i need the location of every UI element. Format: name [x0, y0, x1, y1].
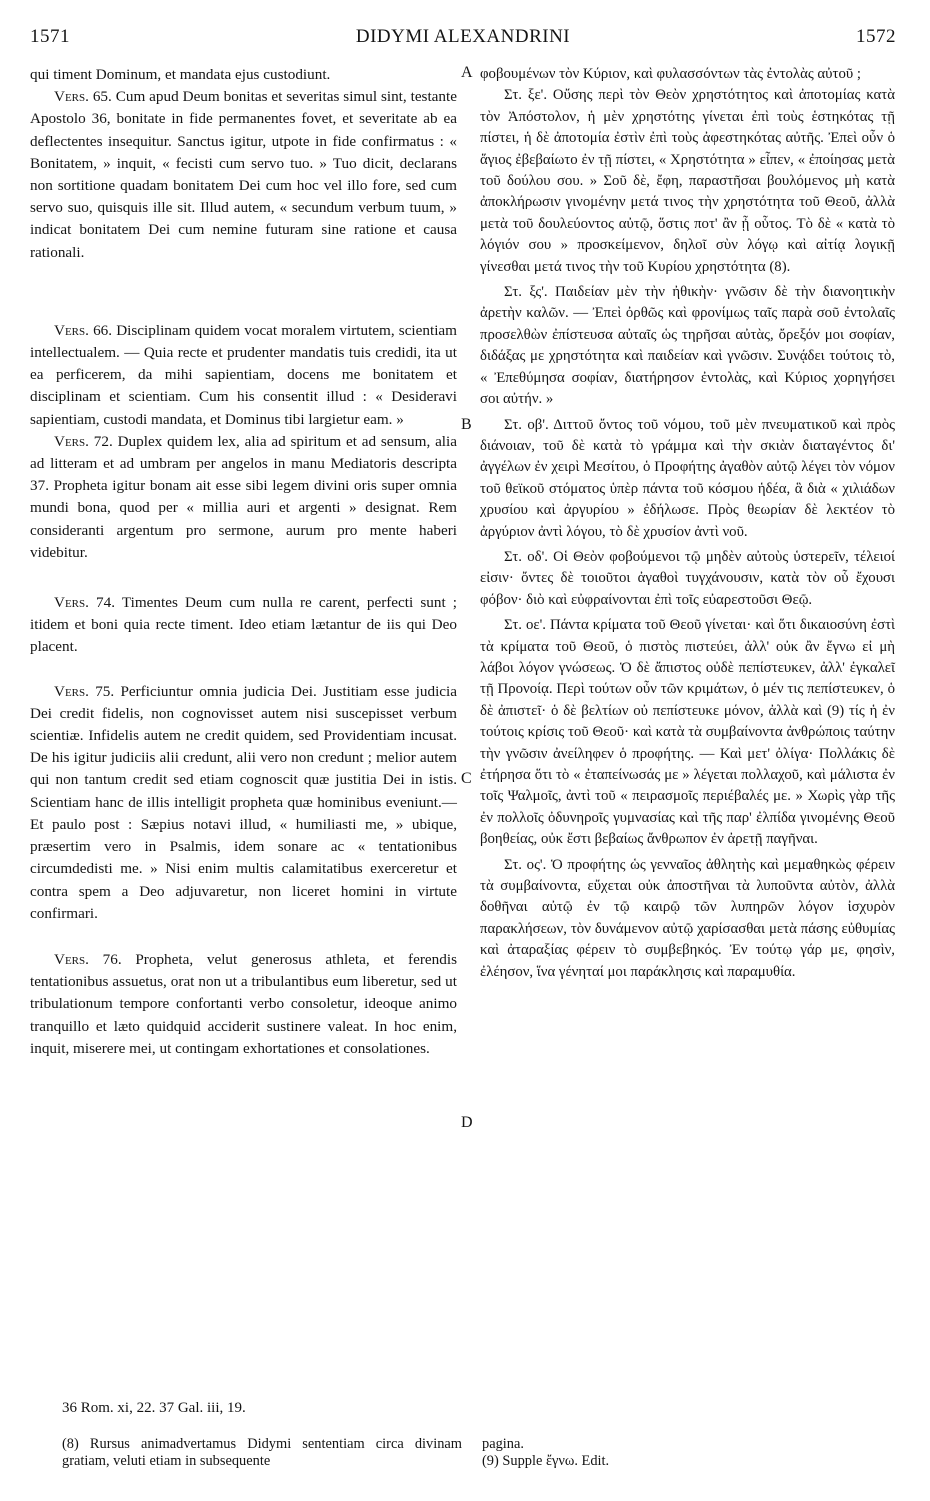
- paragraph-st-75: Στ. οε'. Πάντα κρίματα τοῦ Θεοῦ γίνεται· καὶ ὅτι δικαιοσύνη ἐστὶ τὰ κρίματα τοῦ Θεοῦ, ὁ πιστὸς πιστεύει, ἀλλ' οὐκ ἂν ἔγνω εἰ μὴ λάβοι λόγον γνώσεως. Ὁ δὲ ἄπιστος οὐδὲ πεπίστευκεν, ἀλλ' ἐγκαλεῖ τῇ Προνοίᾳ. Περὶ τούτων οὖν τῶν κριμάτων, ὁ μέν τις πεπίστευκεν, ὁ δὲ ἀπιστεῖ· ὁ δὲ βελτίων οὐ πεπίστευκε μόνον, ἀλλὰ καὶ (9) τίς ἡ ἐν τούτοις κρίσις τοῦ Θεοῦ· καὶ κατὰ τὰ συμβαίνοντα ἀνθρώποις ταύτην τὴν γνῶσιν ἀνείληφεν ὁ προφήτης. — Καὶ μετ' ὀλίγα· Πολλάκις δὲ ἐτήρησα ὅτι τὸ « ἐταπείνωσάς με » λέγεται πολλαχοῦ, καὶ μάλιστα ἐν τοῖς Ψαλμοῖς, ἀντὶ τοῦ « πειρασμοῖς περιέβαλές με. » Χωρὶς γὰρ τῆς ἐν πολλοῖς ὀδυνηροῖς γυμνασίας καὶ τῆς παρ' ἐλπίδα γινομένης Θεοῦ βοηθείας, οὐκ ἔστι βεβαίως ἄνθρωπον ἐν ἀρετῇ παγῆναι.: [480, 617, 895, 848]
- paragraph-text: Duplex quidem lex, alia ad spiritum et ad sensum, alia ad litteram et ad umbram per angelos in manu Mediatoris descripta 37. Propheta igitur bonam ait esse sibi legem divini oris super omnia mundi bona, quod per « millia auri et argenti » designat. Rem consideranti argentum pro sermone, aurum pro mente haberi videbitur.: [30, 432, 457, 561]
- paragraph-text: Timentes Deum cum nulla re carent, perfecti sunt ; itidem et boni quia recte timent. Ideo etiam lætantur de iis qui Deo placent.: [30, 594, 457, 656]
- greek-column: [480, 64, 895, 983]
- paragraph-text: Propheta, velut generosus athleta, et ferendis tentationibus assuetus, orat non ut a tribulantibus eum liberetur, sed ut tribulationum tempore confortanti verbo consoletur, ideoque animo tranquillo et læto quidquid acciderit sustinere valeat. In hoc enim, inquit, miserere mei, ut contingam exhortationes et consolationes.: [30, 950, 457, 1057]
- paragraph-text: Perficiuntur omnia judicia Dei. Justitiam esse judicia Dei credit fidelis, non cognovisset autem nisi suscepisset verbum scientiæ. Infidelis autem ne credit quidem, sed Providentiam incusat. De his igitur judiciis alii credunt, alii vero non credunt ; melior autem qui non tantum credit sed etiam cognoscit quæ justitia Dei in istis. Scientiam hanc de illis intelligit propheta quæ hominibus eveniunt.—Et paulo post : Sæpius notavi illud, « humiliasti me, » ubique, præsertim vero in Psalmis, idem sonare ac « tentationibus circumdedisti me. » Nisi enim multis calamitatibus exerceretur et contra spem a Deo adjuvaretur, non liceret homini in virtute confirmari.: [30, 682, 457, 922]
- paragraph-st-74: Στ. οδ'. Οἱ Θεὸν φοβούμενοι τῷ μηδὲν αὐτοὺς ὑστερεῖν, τέλειοί εἰσιν· ὄντες δὲ τοιοῦτοι ἀγαθοὶ τυγχάνουσιν, κατὰ τὸν οὗ ἔχουσι φόβον· διὸ καὶ εὐφραίνονται ἐπὶ τοῖς εὐαρεστοῦσι Θεῷ.: [480, 548, 895, 608]
- paragraph-text: Cum apud Deum bonitas et severitas simul sint, testante Apostolo 36, bonitate in fide permanentes fovet, et severitate ab ea deflectentes insequitur. Sanctus igitur, utpote in fide confirmatus : « Bonitatem, » inquit, « fecisti cum servo tuo. » Tuo dicit, declarans non sortitione quadam bonitatem Dei cum hoc vel illo fore, sed cum servo suo, quisquis ille sit. Illud autem, « secundum verbum tuum, » indicat bonitatem Dei cum nemine futuram sine ratione et causa rationali.: [30, 88, 457, 261]
- paragraph-st-76: Στ. ος'. Ὁ προφήτης ὡς γενναῖος ἀθλητὴς καὶ μεμαθηκὼς φέρειν τὰ συμβαίνοντα, εὔχεται οὐκ ἀποστῆναι τὰ λυποῦντα αὐτὸν, ἀλλὰ δοθῆναι αὐτῷ ἐν τῷ καιρῷ τῶν λυπηρῶν λόγον ἰσχυρὸν παρακλήσεων, τὸν δυνάμενον αὐτῷ χαρίσασθαι μετὰ πάσης εὐθυμίας καὶ ἀταραξίας φέρειν τὸ συμβεβηκός. Ἐν τούτῳ γάρ με, φησὶν, ἐλέησον, ἵνα γένηταί μοι παράκλησις καὶ παραμυθία.: [480, 856, 895, 980]
- paragraph-vers-65: [30, 86, 457, 264]
- paragraph-continued: φοβουμένων τὸν Κύριον, καὶ φυλασσόντων τὰς ἐντολὰς αὐτοῦ ;: [480, 66, 861, 82]
- page-number-right: 1572: [856, 26, 896, 47]
- footnote-8: (8) Rursus animadvertamus Didymi sententiam circa divinam gratiam, veluti etiam in subsequente: [62, 1436, 462, 1469]
- footnote-8-continued: pagina.: [482, 1436, 524, 1452]
- paragraph-vers-74: [30, 592, 457, 659]
- page-number-left: 1571: [30, 26, 70, 47]
- latin-column: [30, 64, 457, 1060]
- footnote-9: (9) Supple ἔγνω. Edit.: [482, 1453, 610, 1469]
- scripture-references: 36 Rom. xi, 22. 37 Gal. iii, 19.: [62, 1400, 246, 1416]
- verse-label: Vers. 75.: [54, 682, 115, 700]
- paragraph-vers-66: [30, 320, 457, 431]
- margin-letter-c: C: [461, 770, 472, 787]
- paragraph-text: Disciplinam quidem vocat moralem virtutem, scientiam intellectualem. — Quia recte et prudenter mandatis tuis credidi, ita ut ea perficerem, da mihi sapientiam, docens me bonitatem et disciplinam et scientiam. Cum his consentit illud : « Desideravi sapientiam, custodi mandata, et Dominus tibi largietur eam. »: [30, 321, 457, 428]
- page-header: [30, 26, 896, 52]
- margin-letter-b: B: [461, 416, 472, 433]
- paragraph-vers-76: [30, 949, 457, 1060]
- footnotes-right: [482, 1436, 882, 1470]
- paragraph-vers-72: [30, 431, 457, 564]
- verse-label: Vers. 74.: [54, 594, 116, 612]
- paragraph-continued: qui timent Dominum, et mandata ejus custodiunt.: [30, 66, 331, 83]
- verse-label: Vers. 66.: [54, 321, 113, 339]
- margin-letter-d: D: [461, 1114, 473, 1131]
- paragraph-st-72: Στ. οβ'. Διττοῦ ὄντος τοῦ νόμου, τοῦ μὲν πνευματικοῦ καὶ πρὸς διάνοιαν, τοῦ δὲ κατὰ τὸ γράμμα καὶ τὴν σκιὰν διαταγέντος δι' ἀγγέλων ἐν χειρὶ Μεσίτου, ὁ Προφήτης ἀγαθὸν αὐτῷ λέγει τὸν νόμον τοῦ θεϊκοῦ στόματος ὑπὲρ πάντα τοῦ κόσμου ἡδέα, ἃ διὰ « χιλιάδων χρυσίου καὶ ἀργυρίου » ἐδήλωσε. Πρὸς θεωρίαν δὲ λεκτέον τὸ ἀργύριον ἀντὶ λόγου, τὸ δὲ χρυσίον ἀντὶ νοῦ.: [480, 416, 895, 540]
- verse-label: Vers. 65.: [54, 88, 112, 106]
- verse-label: Vers. 72.: [54, 432, 113, 450]
- running-title: DIDYMI ALEXANDRINI: [355, 26, 571, 47]
- margin-letter-a: A: [461, 64, 473, 81]
- verse-label: Vers. 76.: [54, 950, 122, 968]
- paragraph-vers-75: [30, 681, 457, 925]
- paragraph-st-65: Στ. ξε'. Οὔσης περὶ τὸν Θεὸν χρηστότητος καὶ ἀποτομίας κατὰ τὸν Ἀπόστολον, ἡ μὲν χρηστότης γίνεται ἐπὶ τοὺς ἑστηκότας τῇ πίστει, ἡ δὲ ἀποτομία ἐστὶν ἐπὶ τοὺς ἀφεστηκότας αὐτῆς. Ἐπεὶ οὖν ὁ ἅγιος ἐβεβαίωτο ἐν τῇ πίστει, « Χρηστότητα » εἶπεν, « ἐποίησας μετὰ τοῦ δούλου σου. » Σοῦ δὲ, ἔφη, παραστῆσαι βουλόμενος μὴ κατὰ ἀποκλήρωσιν γινομένην μετά τινος τὴν χρηστότητα τοῦ Θεοῦ, ἀλλὰ μετὰ τοῦ δουλεύοντος αὐτῷ, ὅστις ποτ' ἂν ᾖ οὗτος. Τὸ δὲ « κατὰ τὸ λόγιόν σου » προσκείμενον, δηλοῖ σὺν λόγῳ καὶ αἰτίᾳ λογικῇ γίνεσθαι μετά τινος τὴν τοῦ Κυρίου χρηστότητα (8).: [480, 87, 895, 275]
- paragraph-st-66: Στ. ξς'. Παιδείαν μὲν τὴν ἠθικὴν· γνῶσιν δὲ τὴν διανοητικὴν ἀρετὴν καλῶν. — Ἐπεὶ ὀρθῶς καὶ φρονίμως ταῖς παρὰ σοῦ ἐντολαῖς προσελθὼν ἐπίστευσα αὐταῖς ὡς τηρῆσαι αὐτὰς, ὄρεξόν μοι σοφίαν, διδάξας με χρηστότητα καὶ παιδείαν καὶ γνῶσιν. Συνᾴδει τούτοις τὸ, « Ἐπεθύμησα σοφίαν, διατήρησον ἐντολὰς, καὶ Κύριος χορηγήσει σοι αὐτήν. »: [480, 284, 895, 408]
